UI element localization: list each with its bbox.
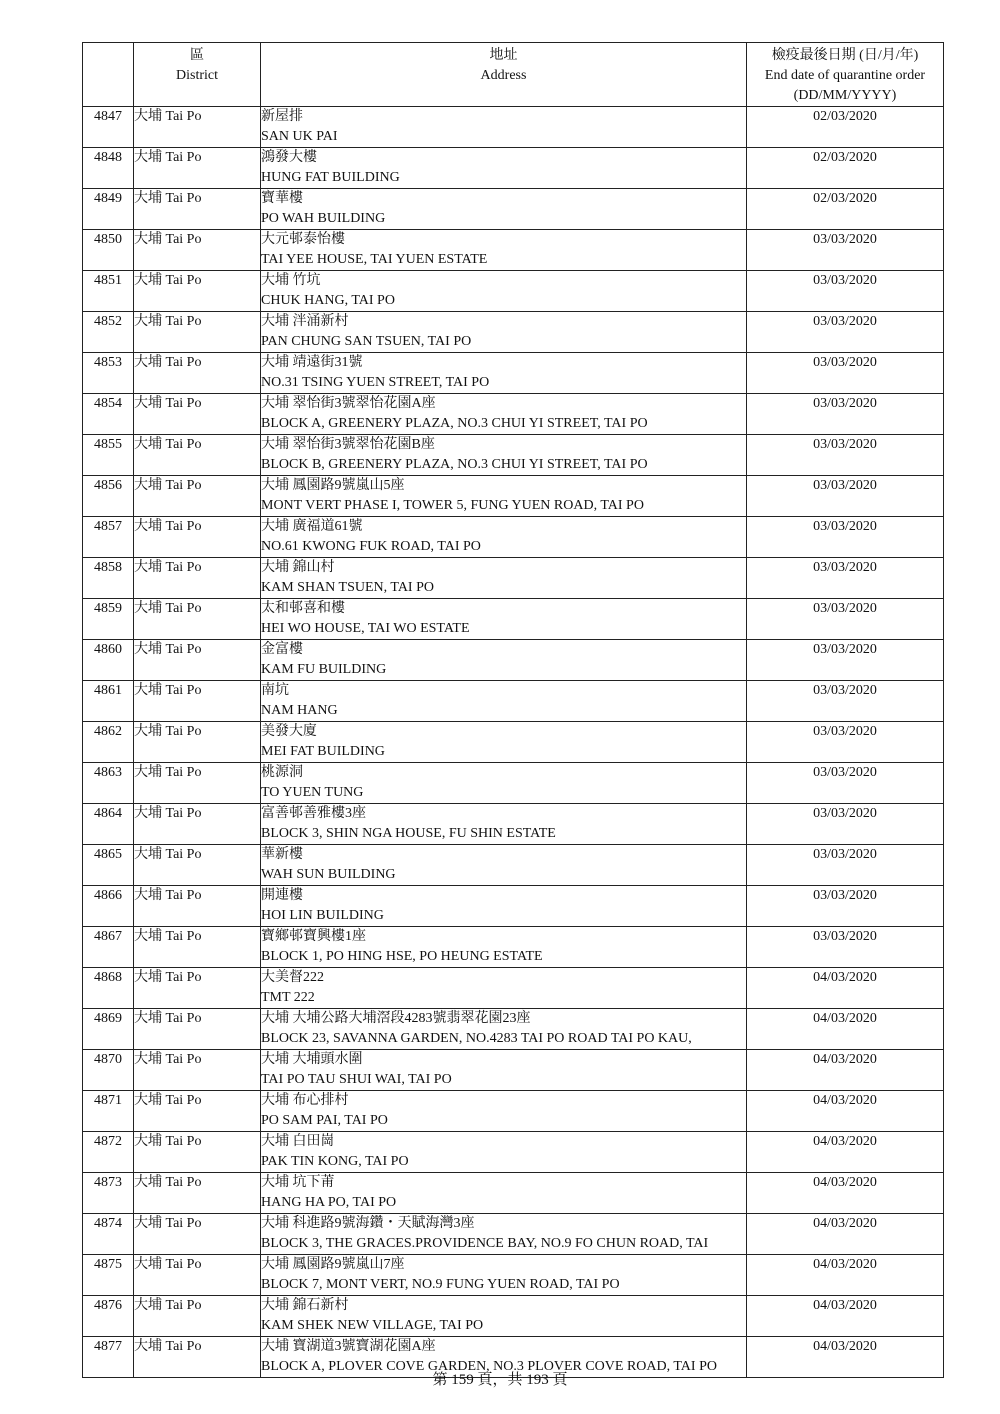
row-end-date: 03/03/2020 [747, 271, 944, 312]
table-row [83, 312, 944, 353]
row-number: 4847 [83, 107, 134, 148]
row-address-en: NO.61 KWONG FUK ROAD, TAI PO [261, 539, 481, 554]
table-row [83, 599, 944, 640]
row-address-zh: 大埔 靖遠街31號 [261, 355, 363, 370]
row-address [261, 886, 747, 927]
table-row [83, 1173, 944, 1214]
row-end-date: 03/03/2020 [747, 804, 944, 845]
row-address-zh: 大埔 坑下莆 [261, 1175, 335, 1190]
table-row [83, 1132, 944, 1173]
row-address-zh: 鴻發大樓 [261, 150, 317, 165]
row-address-zh: 大埔 翠怡街3號翠怡花園A座 [261, 396, 436, 411]
row-number: 4860 [83, 640, 134, 681]
table-row [83, 353, 944, 394]
row-address [261, 763, 747, 804]
row-number: 4871 [83, 1091, 134, 1132]
row-number: 4866 [83, 886, 134, 927]
row-number: 4863 [83, 763, 134, 804]
row-number: 4861 [83, 681, 134, 722]
row-address-en: BLOCK B, GREENERY PLAZA, NO.3 CHUI YI STREET, TAI PO [261, 457, 648, 472]
row-address-zh: 大埔 鳳園路9號嵐山7座 [261, 1257, 405, 1272]
row-district: 大埔 Tai Po [134, 312, 261, 353]
row-address-zh: 大埔 廣福道61號 [261, 519, 363, 534]
table-row [83, 271, 944, 312]
row-address-zh: 大埔 寶湖道3號寶湖花園A座 [261, 1339, 436, 1354]
row-address [261, 927, 747, 968]
row-end-date: 03/03/2020 [747, 640, 944, 681]
row-address-zh: 大埔 鳳園路9號嵐山5座 [261, 478, 405, 493]
row-number: 4850 [83, 230, 134, 271]
row-district: 大埔 Tai Po [134, 722, 261, 763]
row-end-date: 03/03/2020 [747, 927, 944, 968]
row-number: 4865 [83, 845, 134, 886]
header-index [83, 43, 134, 107]
row-district: 大埔 Tai Po [134, 353, 261, 394]
row-address [261, 189, 747, 230]
row-address-en: BLOCK 3, SHIN NGA HOUSE, FU SHIN ESTATE [261, 826, 556, 841]
table-row [83, 640, 944, 681]
row-address-zh: 南坑 [261, 683, 289, 698]
row-address [261, 107, 747, 148]
row-end-date: 03/03/2020 [747, 312, 944, 353]
row-number: 4862 [83, 722, 134, 763]
row-address-zh: 大埔 大埔公路大埔滘段4283號翡翠花園23座 [261, 1011, 531, 1026]
row-address-en: KAM FU BUILDING [261, 662, 387, 677]
table-row [83, 1009, 944, 1050]
page-number: 第 159 頁，共 193 頁 [432, 1372, 568, 1388]
row-district: 大埔 Tai Po [134, 476, 261, 517]
row-district: 大埔 Tai Po [134, 804, 261, 845]
row-district: 大埔 Tai Po [134, 271, 261, 312]
row-address [261, 599, 747, 640]
row-address-en: NO.31 TSING YUEN STREET, TAI PO [261, 375, 490, 390]
row-address-zh: 大埔 竹坑 [261, 273, 321, 288]
header-date-en: End date of quarantine order [764, 68, 926, 83]
row-address-en: BLOCK 1, PO HING HSE, PO HEUNG ESTATE [261, 949, 543, 964]
row-address-zh: 新屋排 [261, 109, 303, 124]
row-end-date: 04/03/2020 [747, 1091, 944, 1132]
row-district: 大埔 Tai Po [134, 886, 261, 927]
row-address-en: TAI PO TAU SHUI WAI, TAI PO [261, 1072, 452, 1087]
row-address [261, 353, 747, 394]
row-end-date: 03/03/2020 [747, 845, 944, 886]
row-number: 4853 [83, 353, 134, 394]
row-address-zh: 富善邨善雅樓3座 [261, 806, 366, 821]
row-address-zh: 金富樓 [261, 642, 303, 657]
table-header-row [83, 43, 944, 107]
table-row [83, 148, 944, 189]
row-district: 大埔 Tai Po [134, 927, 261, 968]
row-district: 大埔 Tai Po [134, 640, 261, 681]
row-address [261, 804, 747, 845]
row-district: 大埔 Tai Po [134, 189, 261, 230]
row-address-zh: 大埔 翠怡街3號翠怡花園B座 [261, 437, 435, 452]
row-address-zh: 大埔 布心排村 [261, 1093, 349, 1108]
row-address-en: HOI LIN BUILDING [261, 908, 384, 923]
row-address-en: SAN UK PAI [261, 129, 338, 144]
row-end-date: 03/03/2020 [747, 230, 944, 271]
row-end-date: 03/03/2020 [747, 435, 944, 476]
table-row [83, 804, 944, 845]
table-row [83, 230, 944, 271]
row-address-en: TMT 222 [261, 990, 315, 1005]
row-address-en: BLOCK 23, SAVANNA GARDEN, NO.4283 TAI PO ROAD TAI PO KAU, [261, 1031, 692, 1046]
row-end-date: 04/03/2020 [747, 1050, 944, 1091]
row-number: 4856 [83, 476, 134, 517]
row-district: 大埔 Tai Po [134, 435, 261, 476]
row-end-date: 04/03/2020 [747, 1173, 944, 1214]
row-district: 大埔 Tai Po [134, 763, 261, 804]
row-end-date: 02/03/2020 [747, 148, 944, 189]
table-row [83, 558, 944, 599]
row-end-date: 03/03/2020 [747, 394, 944, 435]
row-address-zh: 大埔 科進路9號海鑽・天賦海灣3座 [261, 1216, 475, 1231]
row-address-en: PAN CHUNG SAN TSUEN, TAI PO [261, 334, 472, 349]
row-address [261, 517, 747, 558]
row-number: 4873 [83, 1173, 134, 1214]
row-number: 4849 [83, 189, 134, 230]
row-address-en: PAK TIN KONG, TAI PO [261, 1154, 409, 1169]
row-end-date: 03/03/2020 [747, 681, 944, 722]
row-address [261, 312, 747, 353]
row-address [261, 1050, 747, 1091]
row-district: 大埔 Tai Po [134, 1255, 261, 1296]
row-address-en: HEI WO HOUSE, TAI WO ESTATE [261, 621, 470, 636]
table-row [83, 722, 944, 763]
row-address-zh: 桃源洞 [261, 765, 303, 780]
row-district: 大埔 Tai Po [134, 107, 261, 148]
row-end-date: 04/03/2020 [747, 1009, 944, 1050]
row-district: 大埔 Tai Po [134, 1214, 261, 1255]
row-number: 4864 [83, 804, 134, 845]
row-number: 4872 [83, 1132, 134, 1173]
table-row [83, 435, 944, 476]
row-address-en: PO SAM PAI, TAI PO [261, 1113, 388, 1128]
row-district: 大埔 Tai Po [134, 681, 261, 722]
row-address-en: BLOCK A, PLOVER COVE GARDEN, NO.3 PLOVER COVE ROAD, TAI PO [261, 1359, 717, 1374]
row-address-en: MONT VERT PHASE I, TOWER 5, FUNG YUEN ROAD, TAI PO [261, 498, 644, 513]
row-end-date: 02/03/2020 [747, 189, 944, 230]
table-row [83, 1296, 944, 1337]
row-number: 4857 [83, 517, 134, 558]
row-end-date: 03/03/2020 [747, 558, 944, 599]
table-row [83, 476, 944, 517]
row-address [261, 1255, 747, 1296]
row-address-en: TO YUEN TUNG [261, 785, 364, 800]
row-district: 大埔 Tai Po [134, 845, 261, 886]
row-address-zh: 大美督222 [261, 970, 324, 985]
row-district: 大埔 Tai Po [134, 1091, 261, 1132]
row-district: 大埔 Tai Po [134, 558, 261, 599]
row-district: 大埔 Tai Po [134, 599, 261, 640]
row-address-en: HUNG FAT BUILDING [261, 170, 400, 185]
table-row [83, 394, 944, 435]
header-district-zh: 區 [190, 48, 204, 63]
row-address [261, 845, 747, 886]
table-row [83, 517, 944, 558]
row-number: 4875 [83, 1255, 134, 1296]
row-address [261, 1214, 747, 1255]
row-address-en: KAM SHAN TSUEN, TAI PO [261, 580, 434, 595]
row-address [261, 271, 747, 312]
row-address-en: PO WAH BUILDING [261, 211, 386, 226]
table-row [83, 1214, 944, 1255]
row-address-en: WAH SUN BUILDING [261, 867, 396, 882]
table-row [83, 1091, 944, 1132]
row-address-en: KAM SHEK NEW VILLAGE, TAI PO [261, 1318, 484, 1333]
quarantine-address-table [82, 42, 944, 1378]
row-address-zh: 大埔 大埔頭水圍 [261, 1052, 363, 1067]
row-address-zh: 大埔 白田崗 [261, 1134, 335, 1149]
row-end-date: 03/03/2020 [747, 722, 944, 763]
row-district: 大埔 Tai Po [134, 1173, 261, 1214]
row-address [261, 968, 747, 1009]
row-district: 大埔 Tai Po [134, 968, 261, 1009]
row-end-date: 03/03/2020 [747, 353, 944, 394]
row-address-zh: 華新樓 [261, 847, 303, 862]
table-row [83, 763, 944, 804]
row-end-date: 04/03/2020 [747, 1214, 944, 1255]
table-row [83, 189, 944, 230]
row-end-date: 03/03/2020 [747, 599, 944, 640]
row-district: 大埔 Tai Po [134, 1337, 261, 1378]
row-district: 大埔 Tai Po [134, 230, 261, 271]
row-district: 大埔 Tai Po [134, 1050, 261, 1091]
row-address [261, 476, 747, 517]
row-address-en: BLOCK A, GREENERY PLAZA, NO.3 CHUI YI STREET, TAI PO [261, 416, 648, 431]
row-number: 4852 [83, 312, 134, 353]
row-district: 大埔 Tai Po [134, 1296, 261, 1337]
table-body [83, 107, 944, 1378]
row-address-zh: 大元邨泰怡樓 [261, 232, 345, 247]
row-address-zh: 寶鄉邨寶興樓1座 [261, 929, 366, 944]
row-address [261, 230, 747, 271]
row-number: 4874 [83, 1214, 134, 1255]
row-address [261, 1296, 747, 1337]
row-end-date: 03/03/2020 [747, 517, 944, 558]
header-address [261, 43, 747, 107]
header-address-zh: 地址 [489, 48, 518, 63]
table-row [83, 927, 944, 968]
row-address [261, 722, 747, 763]
table-row [83, 1050, 944, 1091]
row-address [261, 558, 747, 599]
header-district [134, 43, 261, 107]
row-end-date: 04/03/2020 [747, 1337, 944, 1378]
row-number: 4859 [83, 599, 134, 640]
row-end-date: 04/03/2020 [747, 1296, 944, 1337]
row-address-zh: 大埔 錦石新村 [261, 1298, 349, 1313]
row-address [261, 640, 747, 681]
header-date [747, 43, 944, 107]
row-number: 4869 [83, 1009, 134, 1050]
row-address-zh: 美發大廈 [261, 724, 317, 739]
row-number: 4848 [83, 148, 134, 189]
row-end-date: 04/03/2020 [747, 1132, 944, 1173]
row-district: 大埔 Tai Po [134, 1009, 261, 1050]
row-address [261, 1132, 747, 1173]
row-number: 4867 [83, 927, 134, 968]
row-number: 4876 [83, 1296, 134, 1337]
row-end-date: 04/03/2020 [747, 1255, 944, 1296]
table-row [83, 1255, 944, 1296]
header-date-zh: 檢疫最後日期 (日/月/年) [771, 48, 919, 63]
row-number: 4877 [83, 1337, 134, 1378]
row-district: 大埔 Tai Po [134, 517, 261, 558]
row-district: 大埔 Tai Po [134, 148, 261, 189]
row-address-en: BLOCK 3, THE GRACES.PROVIDENCE BAY, NO.9 FO CHUN ROAD, TAI [261, 1236, 709, 1251]
row-address-zh: 開連樓 [261, 888, 303, 903]
row-number: 4851 [83, 271, 134, 312]
row-district: 大埔 Tai Po [134, 1132, 261, 1173]
row-number: 4868 [83, 968, 134, 1009]
row-end-date: 03/03/2020 [747, 476, 944, 517]
header-date-format: (DD/MM/YYYY) [793, 88, 897, 103]
table-row [83, 886, 944, 927]
row-end-date: 03/03/2020 [747, 886, 944, 927]
row-number: 4870 [83, 1050, 134, 1091]
row-address [261, 435, 747, 476]
row-district: 大埔 Tai Po [134, 394, 261, 435]
header-address-en: Address [480, 68, 527, 83]
row-address-zh: 太和邨喜和樓 [261, 601, 345, 616]
header-district-en: District [176, 68, 218, 83]
row-number: 4854 [83, 394, 134, 435]
row-address [261, 1091, 747, 1132]
table-row [83, 968, 944, 1009]
row-address [261, 681, 747, 722]
row-address-en: NAM HANG [261, 703, 338, 718]
row-address-en: HANG HA PO, TAI PO [261, 1195, 397, 1210]
row-number: 4858 [83, 558, 134, 599]
row-address [261, 1173, 747, 1214]
row-number: 4855 [83, 435, 134, 476]
row-end-date: 03/03/2020 [747, 763, 944, 804]
row-address [261, 148, 747, 189]
row-address-zh: 寶華樓 [261, 191, 303, 206]
row-end-date: 04/03/2020 [747, 968, 944, 1009]
row-address-en: CHUK HANG, TAI PO [261, 293, 395, 308]
table-row [83, 107, 944, 148]
row-address-en: TAI YEE HOUSE, TAI YUEN ESTATE [261, 252, 488, 267]
row-address-en: BLOCK 7, MONT VERT, NO.9 FUNG YUEN ROAD, TAI PO [261, 1277, 620, 1292]
row-address [261, 1009, 747, 1050]
table-row [83, 681, 944, 722]
row-address [261, 394, 747, 435]
row-address-en: MEI FAT BUILDING [261, 744, 385, 759]
table-row [83, 845, 944, 886]
row-address-zh: 大埔 泮涌新村 [261, 314, 349, 329]
row-end-date: 02/03/2020 [747, 107, 944, 148]
row-address-zh: 大埔 錦山村 [261, 560, 335, 575]
